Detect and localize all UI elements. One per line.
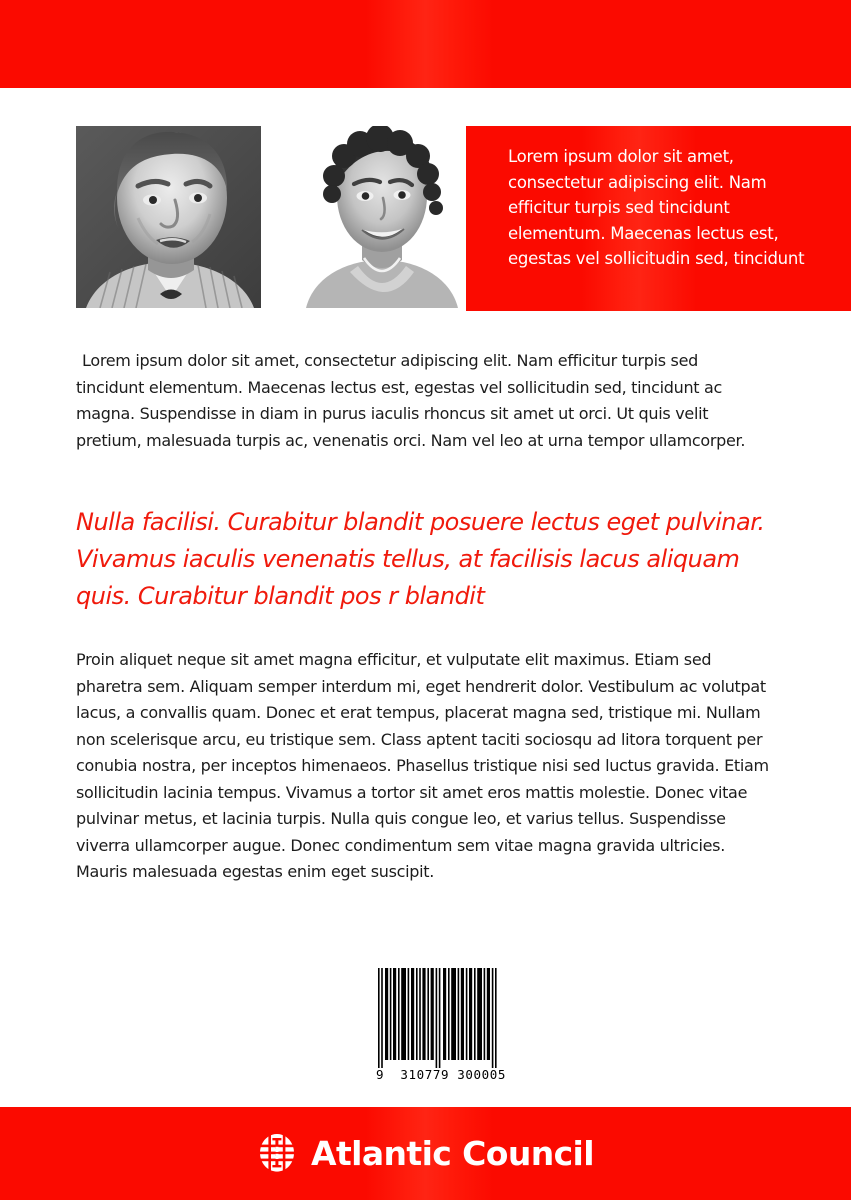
spacer-above-heading [76,454,776,504]
barcode-digits: 9 310779 300005 [376,1067,507,1082]
intro-paragraph: Lorem ipsum dolor sit amet, consectetur adipiscing elit. Nam efficitur turpis sed tincidunt elementum. Maecenas lectus est, egestas vel sollicitudin sed, tincidunt ac magna. Suspendisse in diam in purus iaculis rhoncus sit amet ut orci. Ut quis velit pretium, malesuada turpis ac, venenatis orci. Nam vel leo at urna tempor ullamcorper. [76,351,746,450]
portrait-photo-woman [300,126,463,308]
footer-organization-name: Atlantic Council [311,1133,594,1173]
portrait-photo-man [76,126,261,308]
body-paragraph: Proin aliquet neque sit amet magna efficitur, et vulputate elit maximus. Etiam sed pharetra sem. Aliquam semper interdum mi, eget hendrerit dolor. Vestibulum ac volutpat lacus, a convallis quam. Donec et erat tempus, placerat magna sed, tristique mi. Nullam non scelerisque arcu, eu tristique sem. Class aptent taciti sociosqu ad litora torquent per conubia nostra, per inceptos himenaeos. Phasellus tristique nisi sed luctus gravida. Etiam sollicitudin lacinia tempus. Vivamus a tortor sit amet eros mattis molestie. Donec vitae pulvinar metus, et lacinia turpis. Nulla quis congue leo, et varius tellus. Suspendisse viverra ullamcorper augue. Donec condimentum sem vitae magna gravida ultricies. Mauris malesuada egestas enim eget suscipit. [76,650,769,881]
pull-quote-text: Lorem ipsum dolor sit amet, consectetur adipiscing elit. Nam efficitur turpis sed tincidunt elementum. Maecenas lectus est, egestas vel sollicitudin sed, tincidunt [508,147,805,268]
barcode [375,968,507,1082]
globe-icon [257,1133,297,1175]
barcode-bars [375,968,499,1068]
pull-quote-box [466,126,851,311]
footer-logo [0,1107,851,1200]
portrait-row [0,126,851,308]
top-red-band [0,0,851,88]
red-italic-heading: Nulla facilisi. Curabitur blandit posuere lectus eget pulvinar. Vivamus iaculis venenatis tellus, at facilisis lacus aliquam quis. Curabitur blandit pos r blandit [76,508,765,610]
spacer-below-heading [76,615,776,647]
text-column [76,348,776,886]
